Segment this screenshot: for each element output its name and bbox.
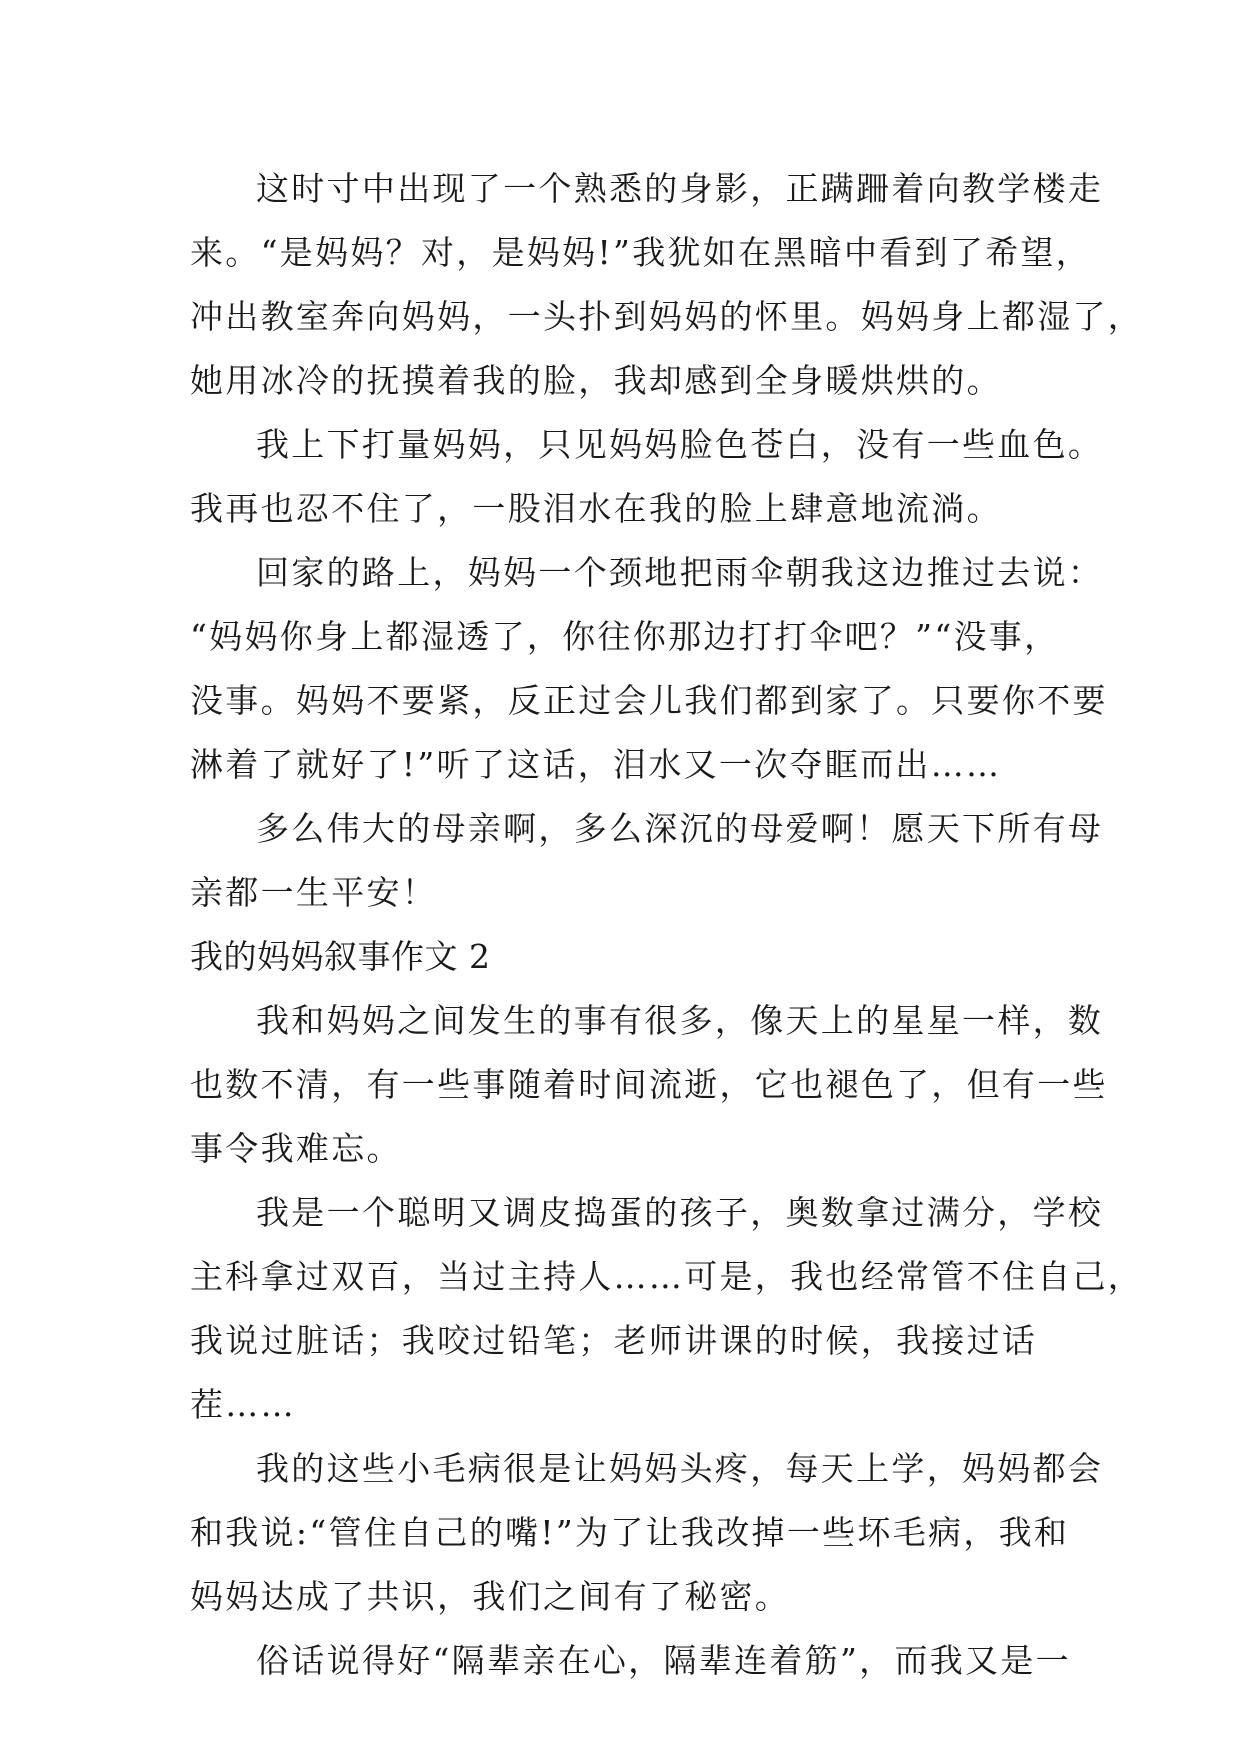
text-line: 多么伟大的母亲啊，多么深沉的母爱啊！愿天下所有母 — [256, 809, 1104, 848]
text-line: 我说过脏话；我咬过铅笔；老师讲课的时候，我接过话 — [190, 1321, 1038, 1360]
text-line: 我再也忍不住了，一股泪水在我的脸上肆意地流淌。 — [190, 489, 1002, 528]
text-line: 冲出教室奔向妈妈，一头扑到妈妈的怀里。妈妈身上都湿了， — [190, 297, 1144, 336]
text-line: 淋着了就好了!”听了这话，泪水又一次夺眶而出…… — [190, 745, 1002, 784]
text-line: 来。“是妈妈？对，是妈妈!”我犹如在黑暗中看到了希望， — [190, 233, 1092, 272]
text-line: 没事。妈妈不要紧，反正过会儿我们都到家了。只要你不要 — [190, 681, 1108, 720]
text-line: 我是一个聪明又调皮捣蛋的孩子，奥数拿过满分，学校 — [256, 1193, 1104, 1232]
text-line: 妈妈达成了共识，我们之间有了秘密。 — [190, 1577, 791, 1616]
text-line: 我的这些小毛病很是让妈妈头疼，每天上学，妈妈都会 — [256, 1449, 1104, 1488]
text-line: 茬…… — [190, 1385, 296, 1424]
text-line: 她用冰冷的抚摸着我的脸，我却感到全身暖烘烘的。 — [190, 361, 1002, 400]
text-line: 这时寸中出现了一个熟悉的身影，正蹒跚着向教学楼走 — [256, 169, 1104, 208]
section-heading: 我的妈妈叙事作文 2 — [190, 937, 491, 976]
text-line: 我上下打量妈妈，只见妈妈脸色苍白，没有一些血色。 — [256, 425, 1104, 464]
text-line: 我和妈妈之间发生的事有很多，像天上的星星一样，数 — [256, 1001, 1104, 1040]
text-line: 事令我难忘。 — [190, 1129, 402, 1168]
text-line: 也数不清，有一些事随着时间流逝，它也褪色了，但有一些 — [190, 1065, 1108, 1104]
text-line: “妈妈你身上都湿透了，你往你那边打打伞吧？”“没事， — [190, 617, 1060, 656]
text-line: 俗话说得好“隔辈亲在心，隔辈连着筋”，而我又是一 — [256, 1641, 1071, 1680]
text-line: 亲都一生平安！ — [190, 873, 438, 912]
text-line: 回家的路上，妈妈一个颈地把雨伞朝我这边推过去说： — [256, 553, 1104, 592]
text-line: 主科拿过双百，当过主持人……可是，我也经常管不住自己， — [190, 1257, 1144, 1296]
document-body — [190, 157, 1144, 1693]
text-line: 和我说:“管住自己的嘴!”为了让我改掉一些坏毛病，我和 — [190, 1513, 1070, 1552]
